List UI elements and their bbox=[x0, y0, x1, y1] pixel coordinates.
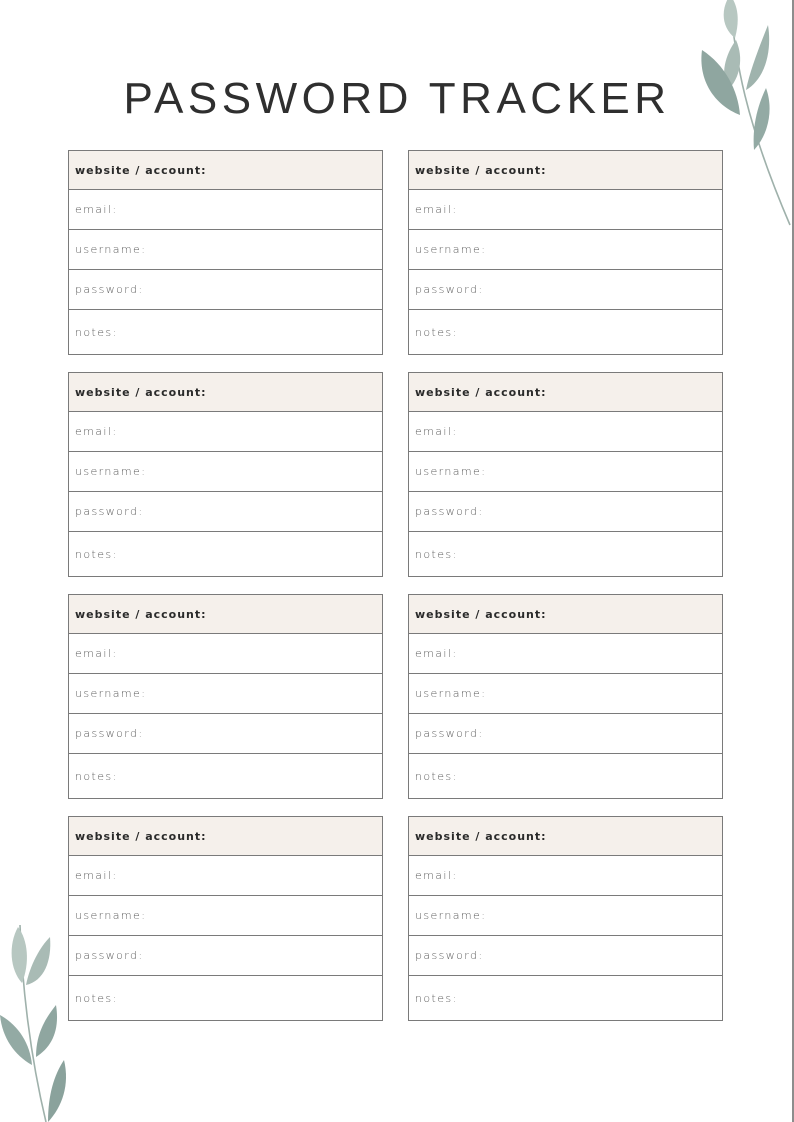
password-field[interactable] bbox=[409, 270, 722, 310]
password-card-8 bbox=[408, 816, 723, 1021]
password-label: password: bbox=[75, 283, 144, 296]
password-label: password: bbox=[415, 505, 484, 518]
notes-label: notes: bbox=[415, 547, 458, 561]
notes-label: notes: bbox=[415, 991, 458, 1005]
username-label: username: bbox=[415, 243, 487, 256]
password-field[interactable] bbox=[69, 270, 382, 310]
website-account-label: website / account: bbox=[75, 163, 207, 177]
notes-field[interactable] bbox=[69, 310, 382, 354]
password-field[interactable] bbox=[69, 492, 382, 532]
username-label: username: bbox=[75, 909, 147, 922]
website-account-field[interactable] bbox=[69, 595, 382, 634]
website-account-label: website / account: bbox=[415, 829, 547, 843]
notes-label: notes: bbox=[415, 325, 458, 339]
notes-field[interactable] bbox=[409, 976, 722, 1020]
username-label: username: bbox=[415, 687, 487, 700]
password-card-1 bbox=[68, 150, 383, 355]
notes-label: notes: bbox=[75, 769, 118, 783]
website-account-label: website / account: bbox=[415, 163, 547, 177]
username-field[interactable] bbox=[69, 230, 382, 270]
website-account-field[interactable] bbox=[409, 373, 722, 412]
notes-field[interactable] bbox=[409, 754, 722, 798]
password-label: password: bbox=[75, 949, 144, 962]
notes-field[interactable] bbox=[69, 532, 382, 576]
username-label: username: bbox=[75, 465, 147, 478]
website-account-field[interactable] bbox=[69, 817, 382, 856]
password-label: password: bbox=[415, 949, 484, 962]
website-account-field[interactable] bbox=[69, 373, 382, 412]
password-label: password: bbox=[415, 283, 484, 296]
website-account-label: website / account: bbox=[75, 385, 207, 399]
notes-label: notes: bbox=[75, 325, 118, 339]
email-label: email: bbox=[415, 647, 458, 660]
email-field[interactable] bbox=[69, 856, 382, 896]
website-account-field[interactable] bbox=[409, 151, 722, 190]
password-field[interactable] bbox=[409, 492, 722, 532]
password-label: password: bbox=[415, 727, 484, 740]
username-field[interactable] bbox=[69, 452, 382, 492]
notes-field[interactable] bbox=[409, 532, 722, 576]
website-account-label: website / account: bbox=[75, 607, 207, 621]
username-label: username: bbox=[75, 687, 147, 700]
username-field[interactable] bbox=[409, 452, 722, 492]
username-label: username: bbox=[415, 465, 487, 478]
notes-label: notes: bbox=[415, 769, 458, 783]
email-label: email: bbox=[75, 869, 118, 882]
username-field[interactable] bbox=[69, 896, 382, 936]
email-field[interactable] bbox=[409, 190, 722, 230]
password-field[interactable] bbox=[69, 936, 382, 976]
password-label: password: bbox=[75, 727, 144, 740]
email-label: email: bbox=[75, 203, 118, 216]
notes-label: notes: bbox=[75, 991, 118, 1005]
email-field[interactable] bbox=[409, 856, 722, 896]
notes-field[interactable] bbox=[69, 754, 382, 798]
email-label: email: bbox=[415, 425, 458, 438]
email-label: email: bbox=[75, 647, 118, 660]
website-account-field[interactable] bbox=[69, 151, 382, 190]
email-label: email: bbox=[415, 869, 458, 882]
password-card-6 bbox=[408, 594, 723, 799]
email-label: email: bbox=[415, 203, 458, 216]
email-field[interactable] bbox=[69, 634, 382, 674]
website-account-label: website / account: bbox=[415, 385, 547, 399]
password-field[interactable] bbox=[409, 714, 722, 754]
website-account-field[interactable] bbox=[409, 595, 722, 634]
password-card-2 bbox=[408, 150, 723, 355]
notes-label: notes: bbox=[75, 547, 118, 561]
website-account-label: website / account: bbox=[415, 607, 547, 621]
page-title: PASSWORD TRACKER bbox=[123, 74, 671, 123]
website-account-label: website / account: bbox=[75, 829, 207, 843]
password-card-5 bbox=[68, 594, 383, 799]
password-card-4 bbox=[408, 372, 723, 577]
email-field[interactable] bbox=[409, 412, 722, 452]
notes-field[interactable] bbox=[409, 310, 722, 354]
username-field[interactable] bbox=[409, 230, 722, 270]
password-field[interactable] bbox=[69, 714, 382, 754]
username-field[interactable] bbox=[69, 674, 382, 714]
username-label: username: bbox=[75, 243, 147, 256]
notes-field[interactable] bbox=[69, 976, 382, 1020]
username-label: username: bbox=[415, 909, 487, 922]
username-field[interactable] bbox=[409, 674, 722, 714]
password-card-7 bbox=[68, 816, 383, 1021]
password-field[interactable] bbox=[409, 936, 722, 976]
password-label: password: bbox=[75, 505, 144, 518]
email-label: email: bbox=[75, 425, 118, 438]
website-account-field[interactable] bbox=[409, 817, 722, 856]
email-field[interactable] bbox=[409, 634, 722, 674]
username-field[interactable] bbox=[409, 896, 722, 936]
password-card-3 bbox=[68, 372, 383, 577]
email-field[interactable] bbox=[69, 190, 382, 230]
email-field[interactable] bbox=[69, 412, 382, 452]
